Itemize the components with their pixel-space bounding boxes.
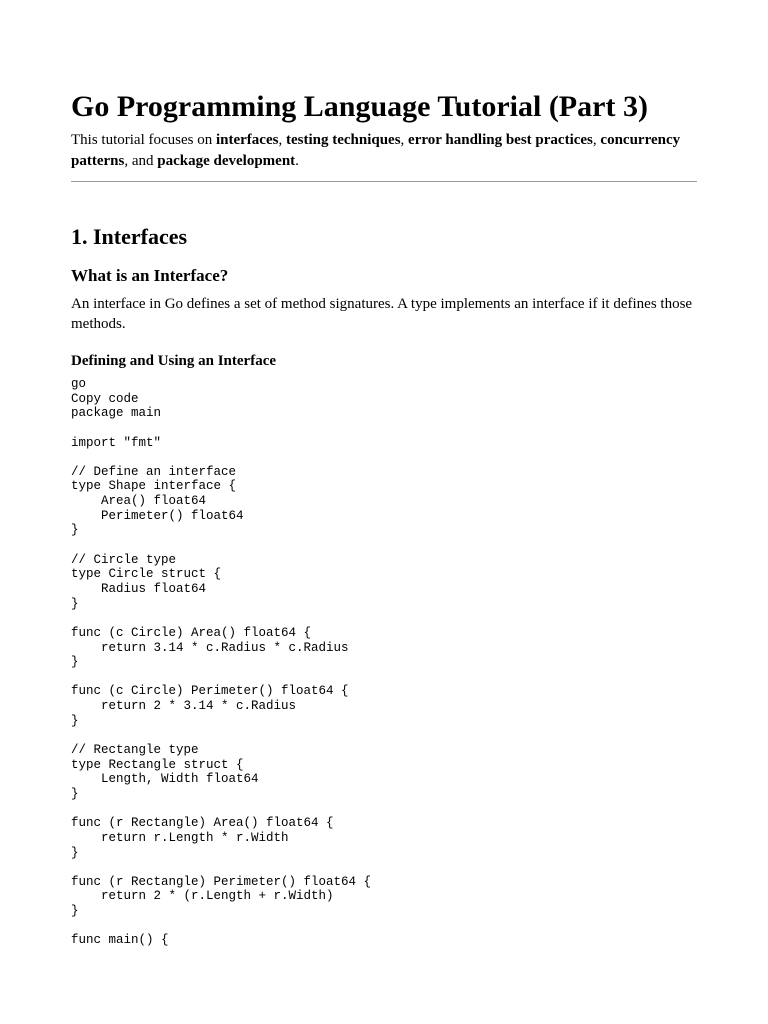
code-line: type Circle struct { (71, 567, 222, 582)
intro-term-interfaces: interfaces (215, 132, 279, 148)
intro-suffix: . (295, 153, 299, 169)
intro-separator: , (400, 132, 409, 148)
intro-separator: , (592, 132, 601, 148)
code-line (71, 728, 697, 743)
code-line: } (71, 596, 79, 611)
code-line: // Define an interface (71, 464, 237, 479)
code-line: func main() { (71, 933, 169, 948)
intro-separator: , and (124, 153, 158, 169)
intro-term-testing: testing techniques (285, 132, 401, 148)
intro-term-error-handling: error handling best practices (408, 132, 593, 148)
code-line: package main (71, 406, 162, 421)
intro-term-package-development: package development (157, 153, 296, 169)
code-line: } (71, 904, 79, 919)
code-line (71, 860, 697, 875)
code-block (71, 377, 697, 948)
code-line (71, 421, 697, 436)
code-line (71, 802, 697, 817)
intro-separator: , (278, 132, 286, 148)
intro-term-concurrency: concurrency patterns (71, 132, 681, 169)
horizontal-divider (71, 181, 697, 182)
code-line: } (71, 523, 79, 538)
code-line: type Rectangle struct { (71, 757, 244, 772)
code-line: // Rectangle type (71, 743, 199, 758)
code-line (71, 670, 697, 685)
code-line: } (71, 713, 79, 728)
code-line: type Shape interface { (71, 479, 237, 494)
code-language-label: go (71, 377, 87, 391)
code-lines (71, 406, 697, 948)
intro-paragraph (71, 130, 697, 172)
code-line: Radius float64 (71, 581, 207, 596)
code-line: Area() float64 (71, 494, 207, 509)
code-line (71, 450, 697, 465)
code-line: func (r Rectangle) Perimeter() float64 { (71, 874, 372, 889)
code-line: return 3.14 * c.Radius * c.Radius (71, 640, 349, 655)
intro-prefix: This tutorial focuses on (71, 132, 216, 148)
subsection-heading: What is an Interface? (71, 266, 229, 285)
code-line: import "fmt" (71, 435, 162, 450)
code-line: func (c Circle) Perimeter() float64 { (71, 684, 349, 699)
section-heading: 1. Interfaces (71, 224, 188, 249)
code-line (71, 919, 697, 934)
code-line: return r.Length * r.Width (71, 830, 289, 845)
copy-code-button[interactable]: Copy code (71, 391, 139, 406)
example-heading: Defining and Using an Interface (71, 353, 277, 369)
code-line (71, 538, 697, 553)
code-line: func (c Circle) Area() float64 { (71, 625, 312, 640)
code-line: } (71, 845, 79, 860)
code-line: // Circle type (71, 552, 177, 567)
page-title: Go Programming Language Tutorial (Part 3) (71, 90, 648, 123)
code-line: func (r Rectangle) Area() float64 { (71, 816, 334, 831)
code-line: Perimeter() float64 (71, 508, 244, 523)
code-line (71, 611, 697, 626)
code-line: return 2 * 3.14 * c.Radius (71, 699, 297, 714)
section-paragraph: An interface in Go defines a set of method signatures. A type implements an interface if it defines those methods. (71, 296, 693, 332)
code-line: return 2 * (r.Length + r.Width) (71, 889, 334, 904)
code-line: Length, Width float64 (71, 772, 259, 787)
code-line: } (71, 655, 79, 670)
code-line: } (71, 786, 79, 801)
